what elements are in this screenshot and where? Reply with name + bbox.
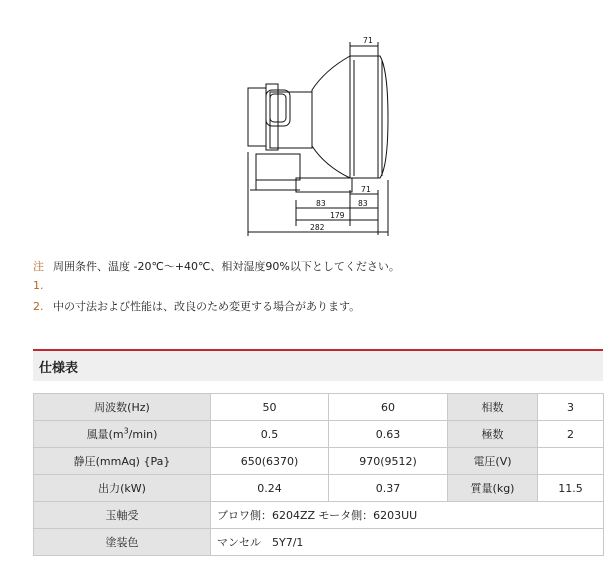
label-voltage: 電圧(V)	[448, 448, 538, 475]
table-row	[34, 448, 604, 475]
value-pressure-50: 650(6370)	[211, 448, 329, 475]
value-mass: 11.5	[538, 475, 604, 502]
table-row	[34, 394, 604, 421]
value-poles: 2	[538, 421, 604, 448]
table-row	[34, 529, 604, 556]
value-pressure-60: 970(9512)	[329, 448, 448, 475]
value-airflow-50: 0.5	[211, 421, 329, 448]
label-poles: 極数	[448, 421, 538, 448]
label-bearing: 玉軸受	[34, 502, 211, 529]
spec-title: 仕様表	[33, 349, 603, 381]
dim-282: 282	[310, 223, 325, 232]
value-frequency-50: 50	[211, 394, 329, 421]
note-1	[33, 258, 593, 277]
label-airflow: 風量$(m^3/\min)$	[34, 421, 211, 448]
label-mass: 質量(kg)	[448, 475, 538, 502]
dim-83-left: 83	[316, 199, 326, 208]
note-1-text: 周囲条件、温度 -20℃～+40℃、相対湿度90%以下としてください。	[53, 260, 400, 273]
value-output-60: 0.37	[329, 475, 448, 502]
note-1-number: 1.	[33, 279, 44, 292]
blower-drawing	[230, 30, 410, 240]
value-phases: 3	[538, 394, 604, 421]
note-2	[33, 298, 593, 317]
label-frequency: 周波数(Hz)	[34, 394, 211, 421]
label-static-pressure: 静圧(mmAq) {Pa}	[34, 448, 211, 475]
table-row	[34, 421, 604, 448]
spec-table	[33, 393, 604, 556]
value-voltage	[538, 448, 604, 475]
note-1-number-row	[33, 277, 593, 296]
table-row	[34, 502, 604, 529]
value-paint: マンセル 5Y7/1	[211, 529, 604, 556]
dim-179: 179	[330, 211, 345, 220]
notes-section	[33, 258, 593, 317]
note-mark: 注	[33, 260, 44, 273]
dim-71-bottom: 71	[361, 185, 371, 194]
dim-83-right: 83	[358, 199, 368, 208]
label-phases: 相数	[448, 394, 538, 421]
note-2-text: 中の寸法および性能は、改良のため変更する場合があります。	[53, 300, 361, 313]
label-paint: 塗装色	[34, 529, 211, 556]
value-output-50: 0.24	[211, 475, 329, 502]
value-frequency-60: 60	[329, 394, 448, 421]
dim-71-top: 71	[363, 36, 373, 45]
table-row	[34, 475, 604, 502]
note-2-number: 2.	[33, 300, 44, 313]
label-output: 出力(kW)	[34, 475, 211, 502]
value-airflow-60: 0.63	[329, 421, 448, 448]
value-bearing: ブロワ側：6204ZZ モータ側：6203UU	[211, 502, 604, 529]
blower-side-view	[230, 30, 410, 240]
